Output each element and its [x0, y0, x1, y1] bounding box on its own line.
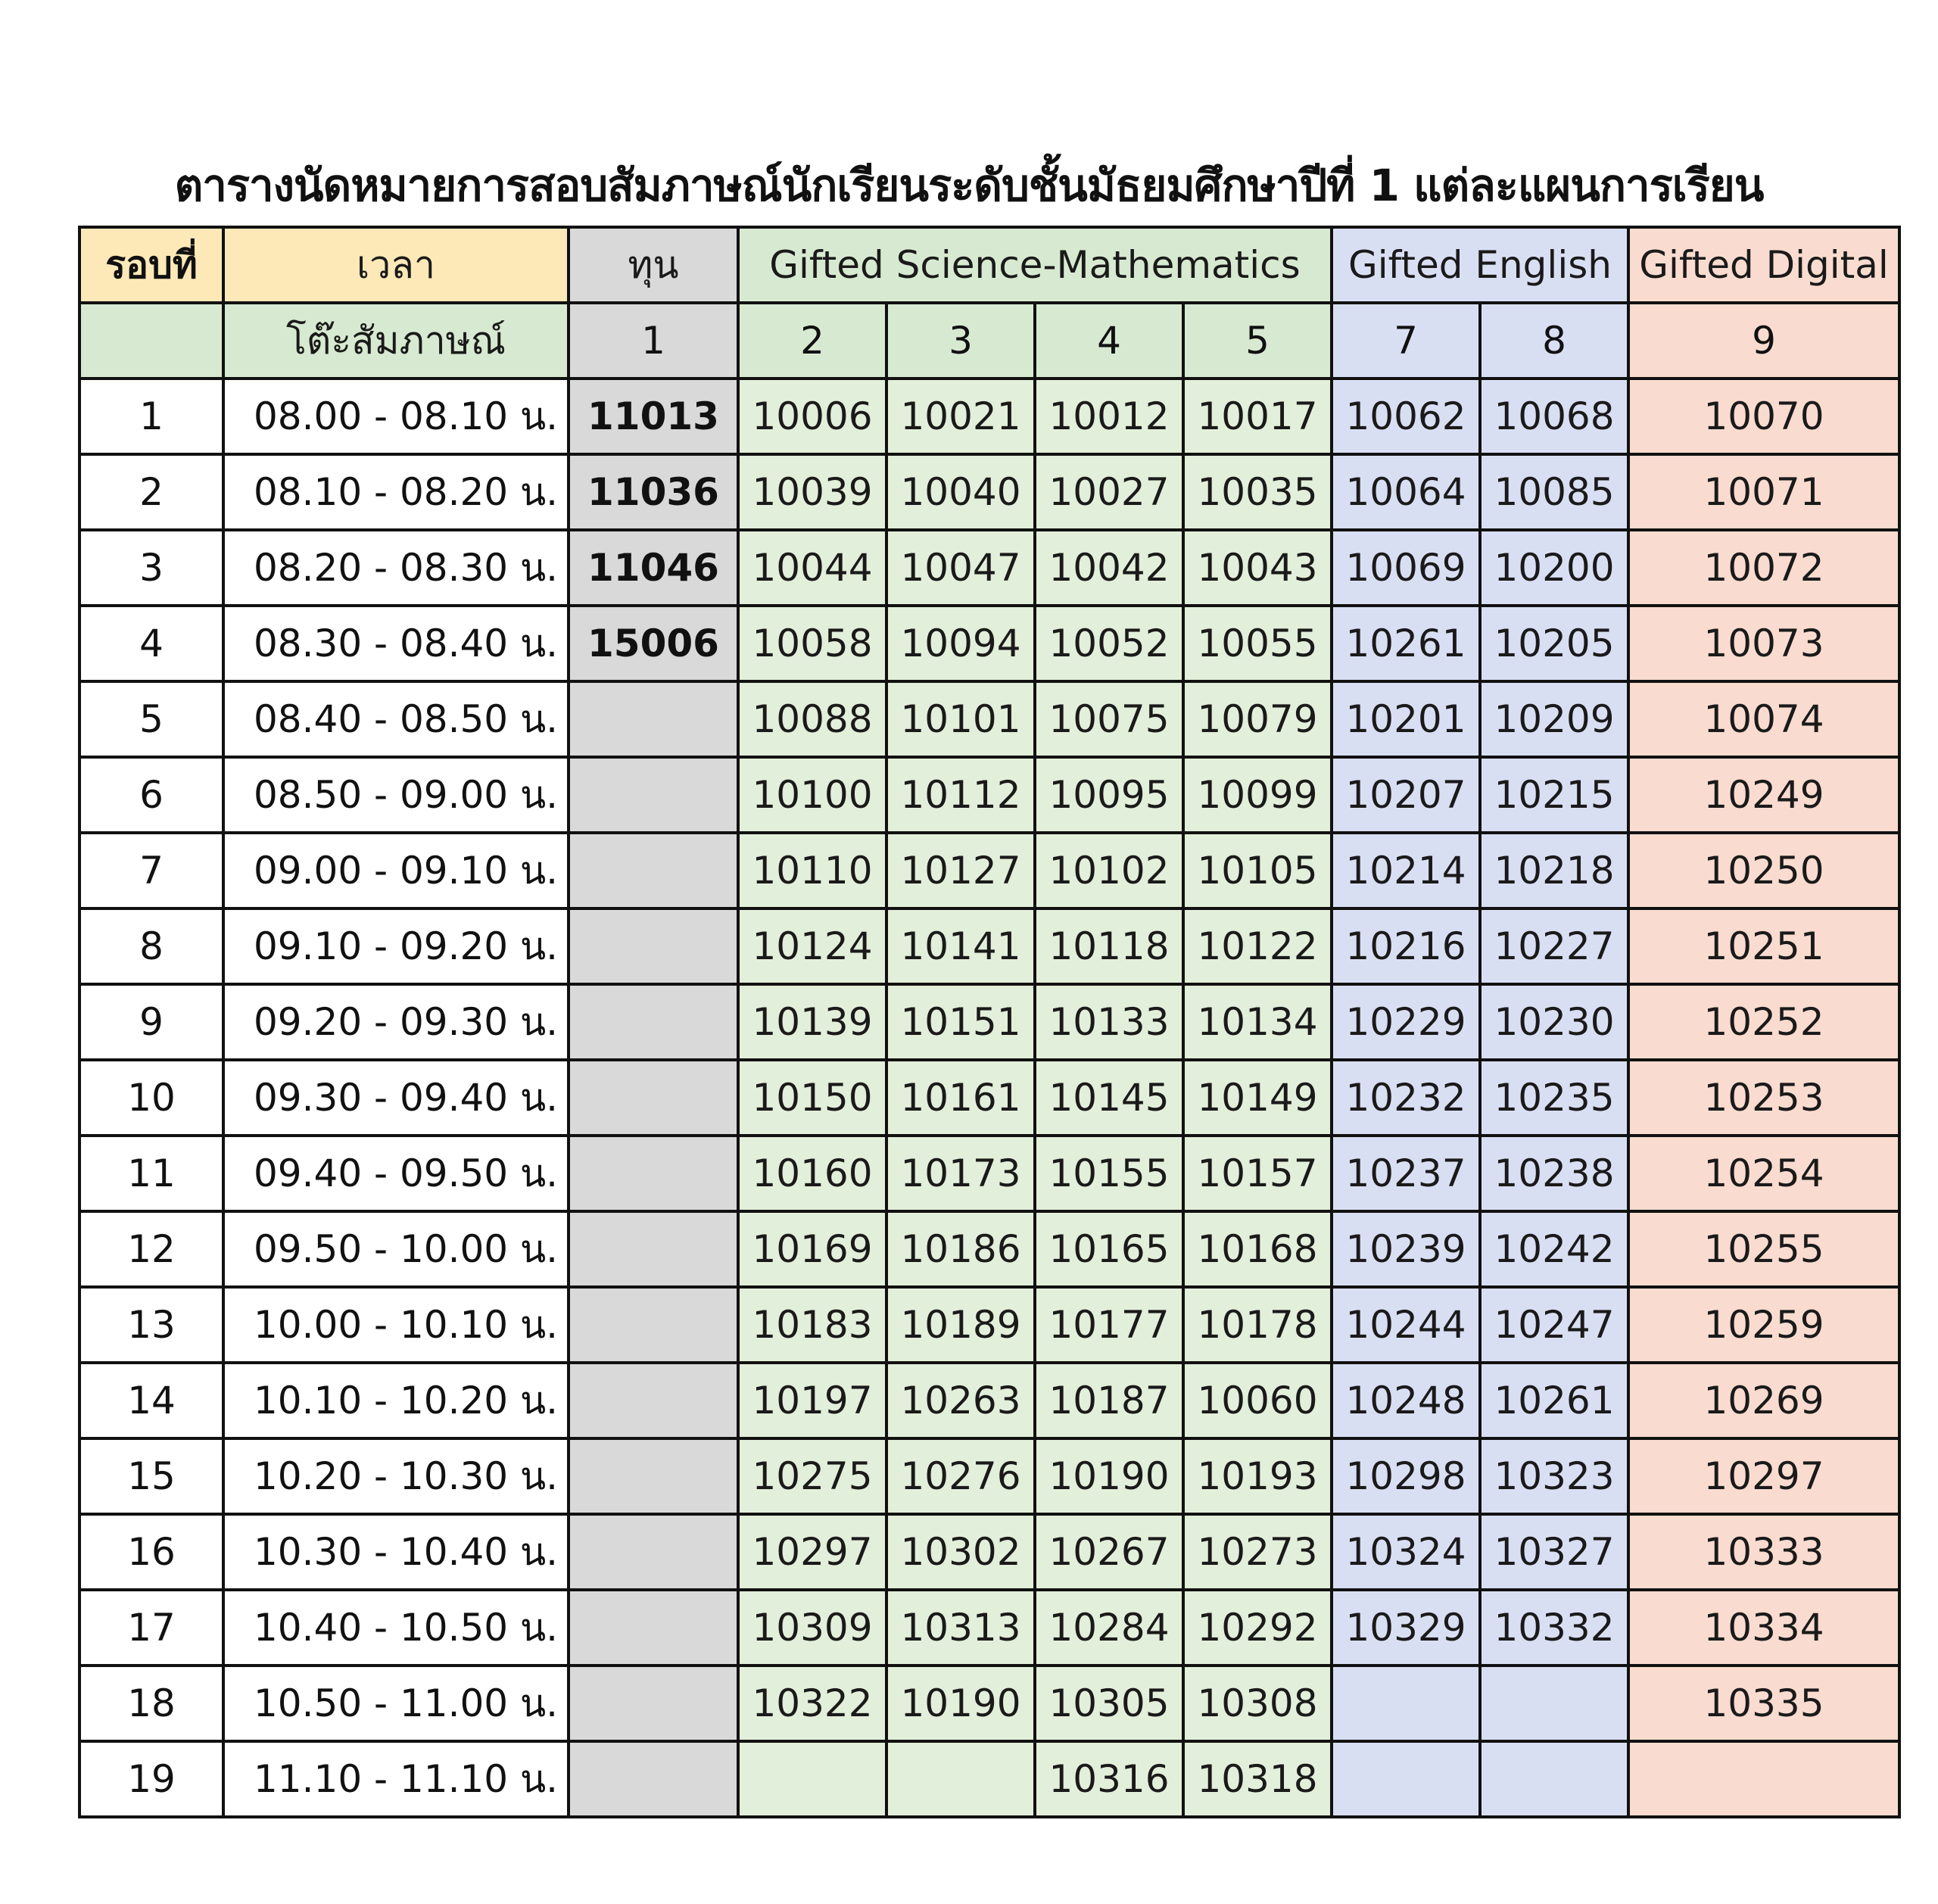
scholarship-cell — [569, 1438, 738, 1514]
table-3-cell: 10189 — [886, 1287, 1035, 1363]
round-cell: 16 — [79, 1514, 223, 1590]
table-5-cell: 10055 — [1183, 606, 1332, 681]
table-5-cell: 10079 — [1183, 681, 1332, 757]
table-9-cell — [1628, 1741, 1899, 1817]
scholarship-cell — [569, 1590, 738, 1666]
table-2-cell: 10275 — [738, 1438, 886, 1514]
scholarship-cell — [569, 681, 738, 757]
table-7-cell: 10324 — [1332, 1514, 1480, 1590]
time-cell: 09.10 - 09.20 น. — [223, 908, 569, 984]
table-9-cell: 10074 — [1628, 681, 1899, 757]
table-7-cell — [1332, 1666, 1480, 1741]
scholarship-cell — [569, 1514, 738, 1590]
table-4-cell: 10284 — [1035, 1590, 1183, 1666]
round-cell: 12 — [79, 1211, 223, 1287]
subheader-row — [79, 303, 1899, 379]
subheader-table-4: 4 — [1035, 303, 1183, 379]
table-9-cell: 10250 — [1628, 833, 1899, 908]
header-time: เวลา — [223, 227, 569, 303]
table-4-cell: 10075 — [1035, 681, 1183, 757]
table-2-cell: 10088 — [738, 681, 886, 757]
time-cell: 08.00 - 08.10 น. — [223, 379, 569, 454]
table-row — [79, 1363, 1899, 1438]
table-4-cell: 10316 — [1035, 1741, 1183, 1817]
header-scholarship: ทุน — [569, 227, 738, 303]
table-8-cell: 10327 — [1480, 1514, 1628, 1590]
table-3-cell: 10190 — [886, 1666, 1035, 1741]
subheader-table-7: 7 — [1332, 303, 1480, 379]
time-cell: 08.10 - 08.20 น. — [223, 454, 569, 530]
table-2-cell: 10006 — [738, 379, 886, 454]
table-2-cell: 10322 — [738, 1666, 886, 1741]
round-cell: 5 — [79, 681, 223, 757]
table-5-cell: 10035 — [1183, 454, 1332, 530]
subheader-table-2: 2 — [738, 303, 886, 379]
table-2-cell: 10297 — [738, 1514, 886, 1590]
round-cell: 18 — [79, 1666, 223, 1741]
table-8-cell: 10200 — [1480, 530, 1628, 606]
table-5-cell: 10099 — [1183, 757, 1332, 833]
time-cell: 10.10 - 10.20 น. — [223, 1363, 569, 1438]
scholarship-cell — [569, 1287, 738, 1363]
table-9-cell: 10252 — [1628, 984, 1899, 1060]
table-8-cell — [1480, 1741, 1628, 1817]
table-9-cell: 10333 — [1628, 1514, 1899, 1590]
table-8-cell: 10247 — [1480, 1287, 1628, 1363]
table-row — [79, 1438, 1899, 1514]
table-8-cell: 10238 — [1480, 1136, 1628, 1211]
table-8-cell: 10323 — [1480, 1438, 1628, 1514]
table-9-cell: 10334 — [1628, 1590, 1899, 1666]
table-9-cell: 10251 — [1628, 908, 1899, 984]
table-8-cell: 10209 — [1480, 681, 1628, 757]
subheader-table-1: 1 — [569, 303, 738, 379]
table-row — [79, 908, 1899, 984]
table-9-cell: 10071 — [1628, 454, 1899, 530]
table-2-cell: 10139 — [738, 984, 886, 1060]
table-2-cell: 10044 — [738, 530, 886, 606]
subheader-table-label: โต๊ะสัมภาษณ์ — [223, 303, 569, 379]
table-row — [79, 1590, 1899, 1666]
table-9-cell: 10269 — [1628, 1363, 1899, 1438]
round-cell: 2 — [79, 454, 223, 530]
time-cell: 08.50 - 09.00 น. — [223, 757, 569, 833]
round-cell: 10 — [79, 1060, 223, 1136]
table-7-cell — [1332, 1741, 1480, 1817]
table-3-cell: 10127 — [886, 833, 1035, 908]
table-7-cell: 10248 — [1332, 1363, 1480, 1438]
header-science-math: Gifted Science-Mathematics — [738, 227, 1332, 303]
header-round: รอบที่ — [79, 227, 223, 303]
round-cell: 8 — [79, 908, 223, 984]
table-3-cell — [886, 1741, 1035, 1817]
scholarship-cell — [569, 1060, 738, 1136]
table-2-cell: 10309 — [738, 1590, 886, 1666]
round-cell: 7 — [79, 833, 223, 908]
time-cell: 08.20 - 08.30 น. — [223, 530, 569, 606]
table-4-cell: 10042 — [1035, 530, 1183, 606]
time-cell: 09.50 - 10.00 น. — [223, 1211, 569, 1287]
table-9-cell: 10253 — [1628, 1060, 1899, 1136]
round-cell: 1 — [79, 379, 223, 454]
table-9-cell: 10255 — [1628, 1211, 1899, 1287]
table-8-cell: 10218 — [1480, 833, 1628, 908]
table-9-cell: 10072 — [1628, 530, 1899, 606]
table-4-cell: 10012 — [1035, 379, 1183, 454]
table-row — [79, 379, 1899, 454]
table-3-cell: 10112 — [886, 757, 1035, 833]
table-7-cell: 10239 — [1332, 1211, 1480, 1287]
interview-schedule-table — [78, 226, 1901, 1818]
page-title: ตารางนัดหมายการสอบสัมภาษณ์นักเรียนระดับชั้นมัธยมศึกษาปีที่ 1 แต่ละแผนการเรียน — [174, 160, 1764, 211]
table-4-cell: 10267 — [1035, 1514, 1183, 1590]
time-cell: 08.40 - 08.50 น. — [223, 681, 569, 757]
table-5-cell: 10273 — [1183, 1514, 1332, 1590]
table-7-cell: 10201 — [1332, 681, 1480, 757]
table-8-cell: 10085 — [1480, 454, 1628, 530]
round-cell: 14 — [79, 1363, 223, 1438]
table-8-cell: 10227 — [1480, 908, 1628, 984]
table-5-cell: 10149 — [1183, 1060, 1332, 1136]
table-4-cell: 10052 — [1035, 606, 1183, 681]
table-2-cell: 10197 — [738, 1363, 886, 1438]
table-row — [79, 833, 1899, 908]
table-7-cell: 10261 — [1332, 606, 1480, 681]
table-5-cell: 10157 — [1183, 1136, 1332, 1211]
table-4-cell: 10118 — [1035, 908, 1183, 984]
round-cell: 11 — [79, 1136, 223, 1211]
table-2-cell — [738, 1741, 886, 1817]
scholarship-cell: 11013 — [569, 379, 738, 454]
table-3-cell: 10161 — [886, 1060, 1035, 1136]
round-cell: 6 — [79, 757, 223, 833]
table-9-cell: 10335 — [1628, 1666, 1899, 1741]
subheader-round — [79, 303, 223, 379]
time-cell: 09.20 - 09.30 น. — [223, 984, 569, 1060]
table-row — [79, 1666, 1899, 1741]
subheader-table-8: 8 — [1480, 303, 1628, 379]
table-3-cell: 10047 — [886, 530, 1035, 606]
table-2-cell: 10160 — [738, 1136, 886, 1211]
table-row — [79, 1060, 1899, 1136]
time-cell: 10.40 - 10.50 น. — [223, 1590, 569, 1666]
table-7-cell: 10062 — [1332, 379, 1480, 454]
table-row — [79, 1514, 1899, 1590]
table-5-cell: 10105 — [1183, 833, 1332, 908]
table-8-cell: 10230 — [1480, 984, 1628, 1060]
table-7-cell: 10237 — [1332, 1136, 1480, 1211]
table-3-cell: 10276 — [886, 1438, 1035, 1514]
table-5-cell: 10043 — [1183, 530, 1332, 606]
time-cell: 09.40 - 09.50 น. — [223, 1136, 569, 1211]
table-2-cell: 10183 — [738, 1287, 886, 1363]
scholarship-cell — [569, 757, 738, 833]
table-row — [79, 1211, 1899, 1287]
header-row — [79, 227, 1899, 303]
table-2-cell: 10169 — [738, 1211, 886, 1287]
table-7-cell: 10298 — [1332, 1438, 1480, 1514]
round-cell: 9 — [79, 984, 223, 1060]
round-cell: 19 — [79, 1741, 223, 1817]
table-5-cell: 10134 — [1183, 984, 1332, 1060]
round-cell: 17 — [79, 1590, 223, 1666]
scholarship-cell — [569, 908, 738, 984]
table-7-cell: 10064 — [1332, 454, 1480, 530]
table-8-cell: 10235 — [1480, 1060, 1628, 1136]
table-9-cell: 10297 — [1628, 1438, 1899, 1514]
table-4-cell: 10133 — [1035, 984, 1183, 1060]
time-cell: 09.00 - 09.10 น. — [223, 833, 569, 908]
table-4-cell: 10190 — [1035, 1438, 1183, 1514]
time-cell: 10.00 - 10.10 น. — [223, 1287, 569, 1363]
table-5-cell: 10017 — [1183, 379, 1332, 454]
table-8-cell: 10242 — [1480, 1211, 1628, 1287]
table-4-cell: 10305 — [1035, 1666, 1183, 1741]
table-row — [79, 1741, 1899, 1817]
table-9-cell: 10073 — [1628, 606, 1899, 681]
table-8-cell: 10332 — [1480, 1590, 1628, 1666]
table-row — [79, 1136, 1899, 1211]
subheader-table-3: 3 — [886, 303, 1035, 379]
table-row — [79, 681, 1899, 757]
table-4-cell: 10155 — [1035, 1136, 1183, 1211]
table-3-cell: 10186 — [886, 1211, 1035, 1287]
table-3-cell: 10040 — [886, 454, 1035, 530]
scholarship-cell — [569, 1363, 738, 1438]
table-4-cell: 10102 — [1035, 833, 1183, 908]
time-cell: 08.30 - 08.40 น. — [223, 606, 569, 681]
time-cell: 10.30 - 10.40 น. — [223, 1514, 569, 1590]
table-2-cell: 10110 — [738, 833, 886, 908]
table-row — [79, 454, 1899, 530]
scholarship-cell — [569, 1741, 738, 1817]
table-3-cell: 10313 — [886, 1590, 1035, 1666]
table-8-cell: 10068 — [1480, 379, 1628, 454]
round-cell: 4 — [79, 606, 223, 681]
table-5-cell: 10178 — [1183, 1287, 1332, 1363]
table-8-cell: 10205 — [1480, 606, 1628, 681]
table-5-cell: 10168 — [1183, 1211, 1332, 1287]
table-3-cell: 10173 — [886, 1136, 1035, 1211]
time-cell: 11.10 - 11.10 น. — [223, 1741, 569, 1817]
table-row — [79, 984, 1899, 1060]
table-5-cell: 10308 — [1183, 1666, 1332, 1741]
table-5-cell: 10122 — [1183, 908, 1332, 984]
scholarship-cell: 15006 — [569, 606, 738, 681]
table-4-cell: 10095 — [1035, 757, 1183, 833]
table-3-cell: 10263 — [886, 1363, 1035, 1438]
table-4-cell: 10187 — [1035, 1363, 1183, 1438]
table-8-cell — [1480, 1666, 1628, 1741]
table-4-cell: 10165 — [1035, 1211, 1183, 1287]
time-cell: 10.20 - 10.30 น. — [223, 1438, 569, 1514]
table-9-cell: 10070 — [1628, 379, 1899, 454]
scholarship-cell: 11046 — [569, 530, 738, 606]
time-cell: 10.50 - 11.00 น. — [223, 1666, 569, 1741]
round-cell: 15 — [79, 1438, 223, 1514]
time-cell: 09.30 - 09.40 น. — [223, 1060, 569, 1136]
table-2-cell: 10039 — [738, 454, 886, 530]
table-5-cell: 10318 — [1183, 1741, 1332, 1817]
scholarship-cell — [569, 1211, 738, 1287]
round-cell: 3 — [79, 530, 223, 606]
table-4-cell: 10027 — [1035, 454, 1183, 530]
schedule-body — [79, 379, 1899, 1817]
round-cell: 13 — [79, 1287, 223, 1363]
scholarship-cell — [569, 833, 738, 908]
table-9-cell: 10259 — [1628, 1287, 1899, 1363]
table-row — [79, 530, 1899, 606]
table-3-cell: 10302 — [886, 1514, 1035, 1590]
table-2-cell: 10124 — [738, 908, 886, 984]
table-7-cell: 10229 — [1332, 984, 1480, 1060]
table-row — [79, 757, 1899, 833]
table-7-cell: 10329 — [1332, 1590, 1480, 1666]
table-4-cell: 10145 — [1035, 1060, 1183, 1136]
subheader-table-9: 9 — [1628, 303, 1899, 379]
header-digital: Gifted Digital — [1628, 227, 1899, 303]
table-9-cell: 10249 — [1628, 757, 1899, 833]
table-2-cell: 10058 — [738, 606, 886, 681]
table-5-cell: 10292 — [1183, 1590, 1332, 1666]
table-3-cell: 10101 — [886, 681, 1035, 757]
table-row — [79, 606, 1899, 681]
subheader-table-5: 5 — [1183, 303, 1332, 379]
table-7-cell: 10214 — [1332, 833, 1480, 908]
table-9-cell: 10254 — [1628, 1136, 1899, 1211]
table-8-cell: 10261 — [1480, 1363, 1628, 1438]
table-7-cell: 10244 — [1332, 1287, 1480, 1363]
header-english: Gifted English — [1332, 227, 1628, 303]
table-2-cell: 10100 — [738, 757, 886, 833]
table-3-cell: 10021 — [886, 379, 1035, 454]
table-5-cell: 10060 — [1183, 1363, 1332, 1438]
table-7-cell: 10207 — [1332, 757, 1480, 833]
table-5-cell: 10193 — [1183, 1438, 1332, 1514]
table-3-cell: 10141 — [886, 908, 1035, 984]
table-4-cell: 10177 — [1035, 1287, 1183, 1363]
table-3-cell: 10094 — [886, 606, 1035, 681]
table-2-cell: 10150 — [738, 1060, 886, 1136]
table-7-cell: 10232 — [1332, 1060, 1480, 1136]
scholarship-cell — [569, 1666, 738, 1741]
scholarship-cell: 11036 — [569, 454, 738, 530]
table-7-cell: 10069 — [1332, 530, 1480, 606]
scholarship-cell — [569, 984, 738, 1060]
table-8-cell: 10215 — [1480, 757, 1628, 833]
table-7-cell: 10216 — [1332, 908, 1480, 984]
scholarship-cell — [569, 1136, 738, 1211]
table-3-cell: 10151 — [886, 984, 1035, 1060]
table-row — [79, 1287, 1899, 1363]
